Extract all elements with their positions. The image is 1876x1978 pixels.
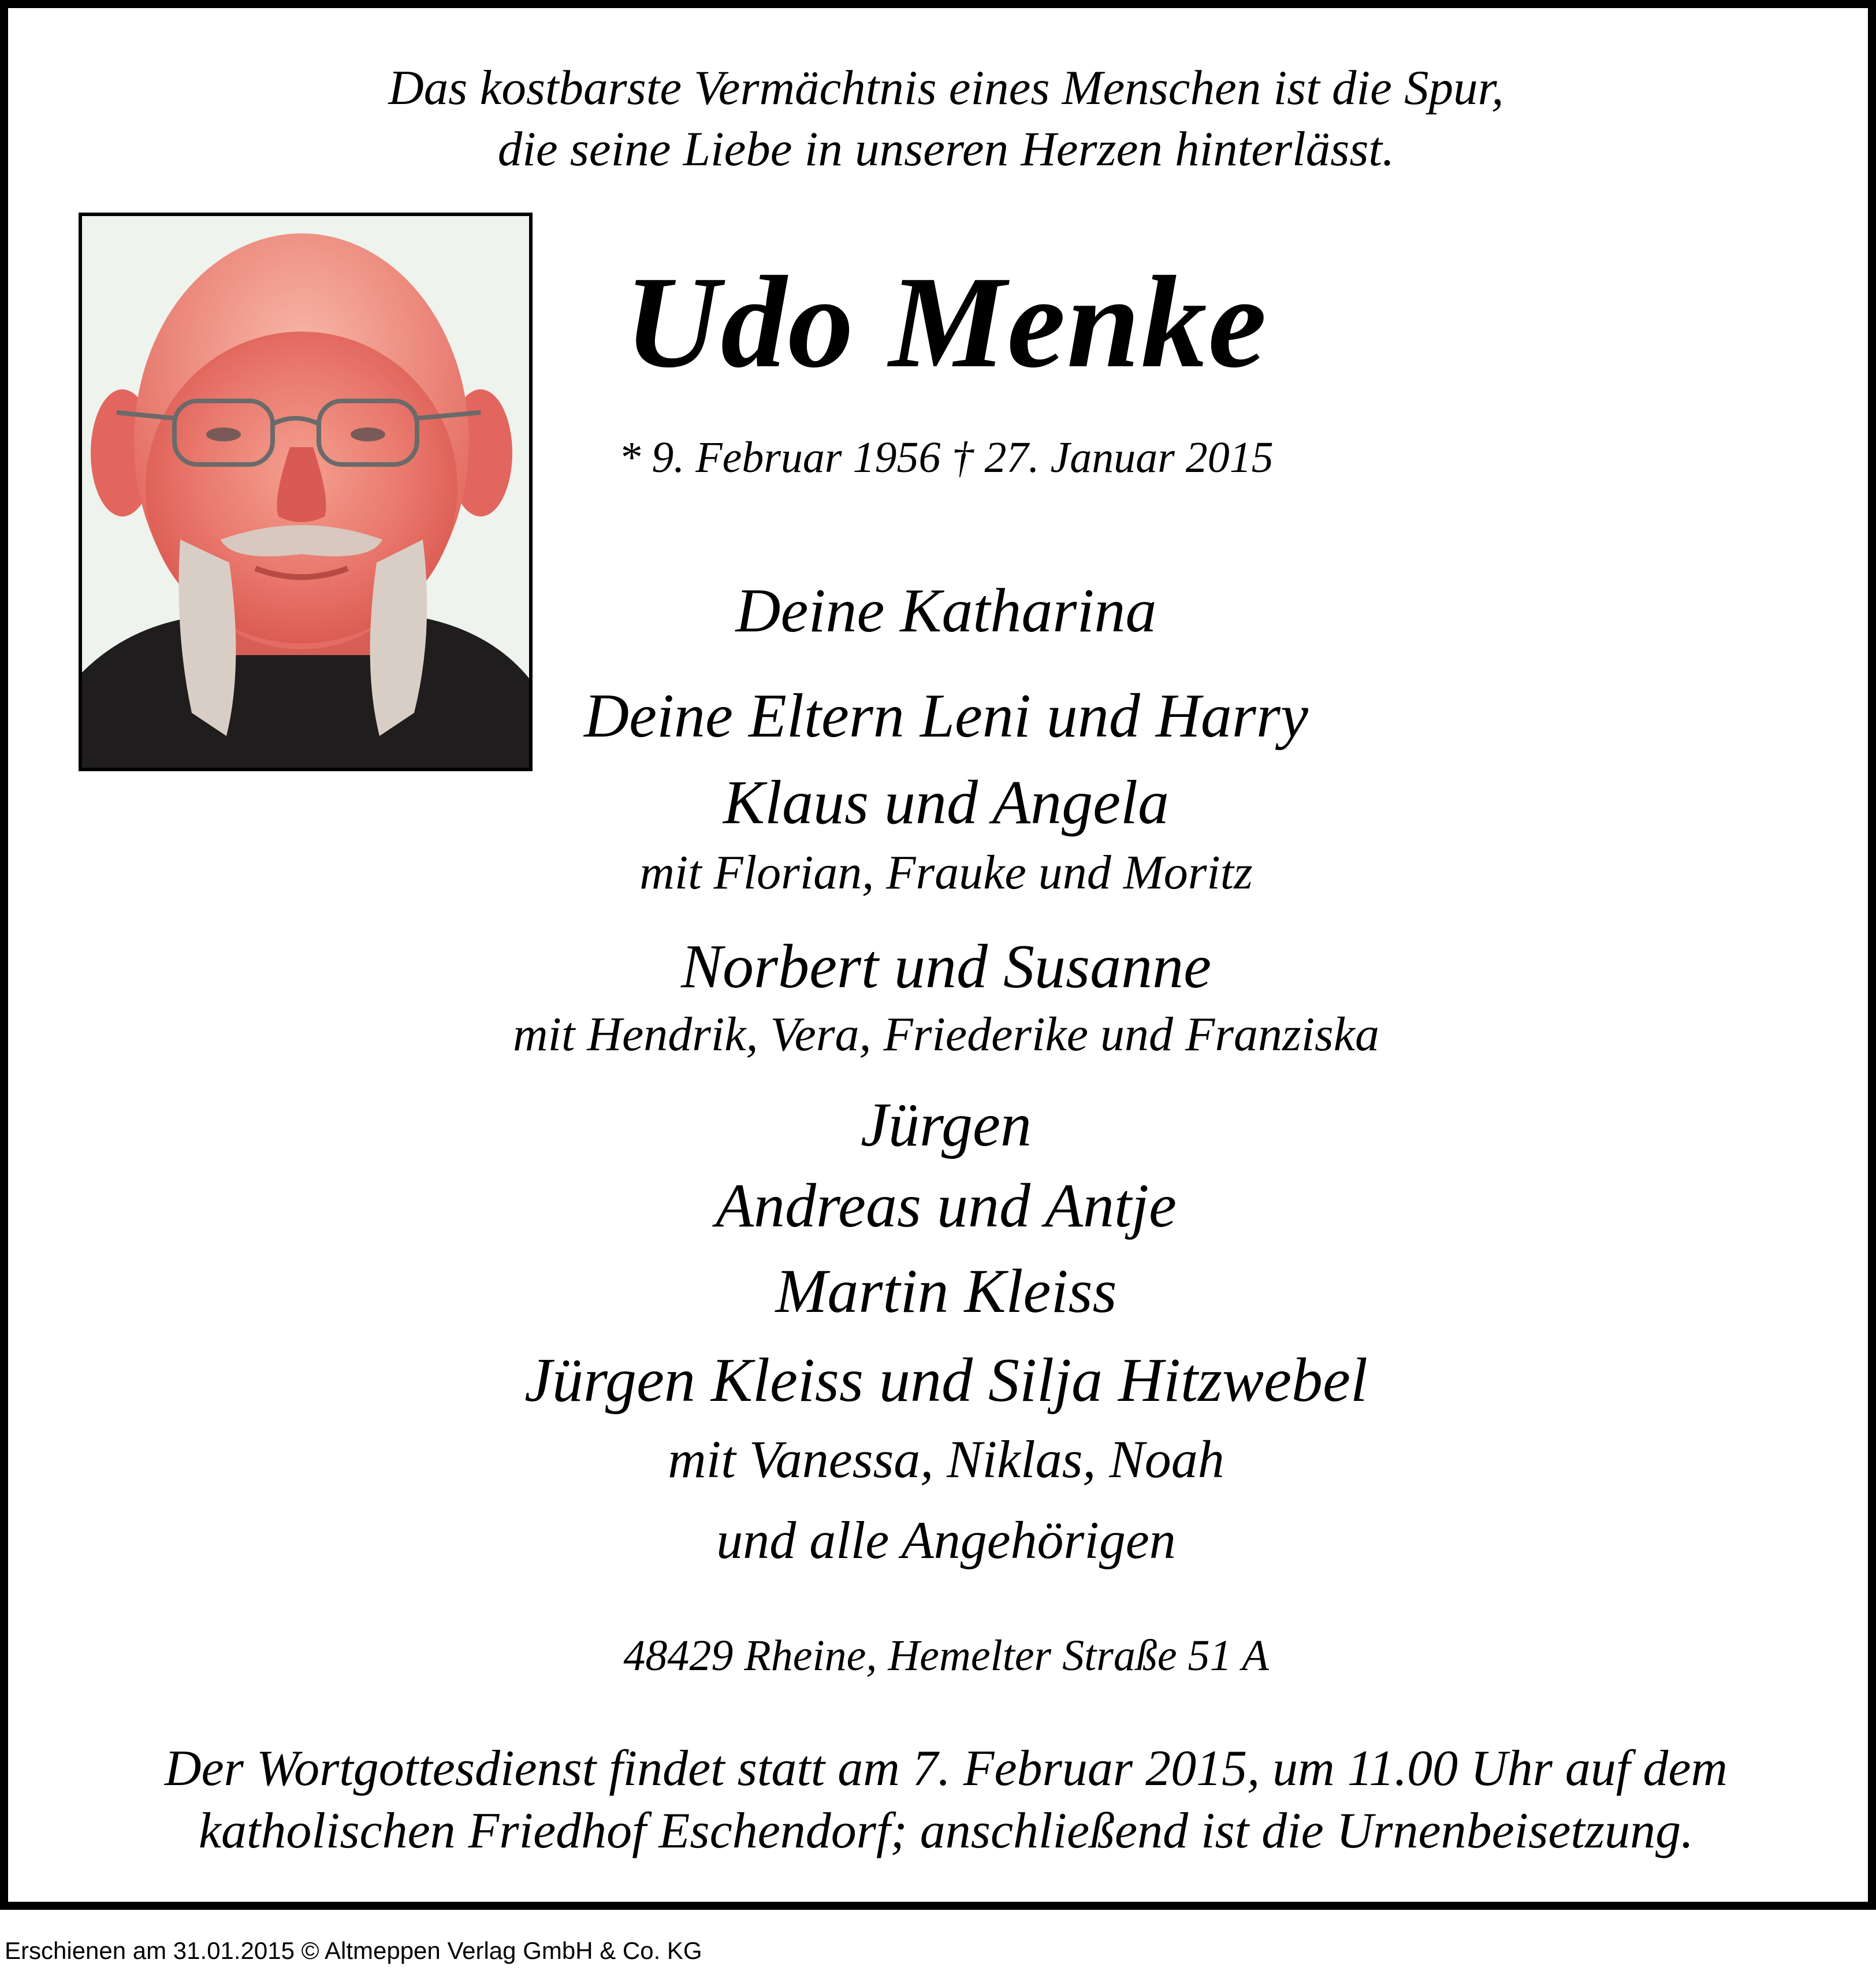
service-line-2: katholischen Friedhof Eschendorf; anschließend ist die Urnenbeisetzung. (198, 1803, 1694, 1859)
service-line-1: Der Wortgottesdienst findet statt am 7. Februar 2015, um 11.00 Uhr auf dem (165, 1741, 1728, 1797)
motto-line-2: die seine Liebe in unseren Herzen hinterlässt. (497, 122, 1395, 176)
life-dates: * 9. Februar 1956 † 27. Januar 2015 (619, 433, 1274, 482)
mourner-line-8: Andreas und Antje (716, 1172, 1177, 1240)
motto-line-1: Das kostbarste Vermächtnis eines Menschen ist die Spur, (388, 61, 1504, 115)
mourner-line-11: mit Vanessa, Niklas, Noah (668, 1430, 1224, 1489)
mourner-line-10: Jürgen Kleiss und Silja Hitzwebel (524, 1346, 1368, 1415)
deceased-name: Udo Menke (624, 250, 1268, 395)
mourner-line-2: Deine Eltern Leni und Harry (584, 682, 1308, 750)
mourner-line-4: mit Florian, Frauke und Moritz (639, 846, 1253, 899)
mourner-line-3: Klaus und Angela (723, 768, 1170, 837)
mourner-line-6: mit Hendrik, Vera, Friederike und Franziska (512, 1007, 1380, 1061)
mourner-line-9: Martin Kleiss (775, 1257, 1117, 1326)
mourner-line-7: Jürgen (861, 1091, 1032, 1159)
mourner-line-12: und alle Angehörigen (716, 1511, 1176, 1570)
mourner-line-5: Norbert und Susanne (681, 932, 1211, 1001)
publication-footer: Erschienen am 31.01.2015 © Altmeppen Verlag GmbH & Co. KG (5, 1937, 702, 1964)
mourner-line-1: Deine Katharina (735, 577, 1157, 645)
address: 48429 Rheine, Hemelter Straße 51 A (623, 1631, 1269, 1680)
